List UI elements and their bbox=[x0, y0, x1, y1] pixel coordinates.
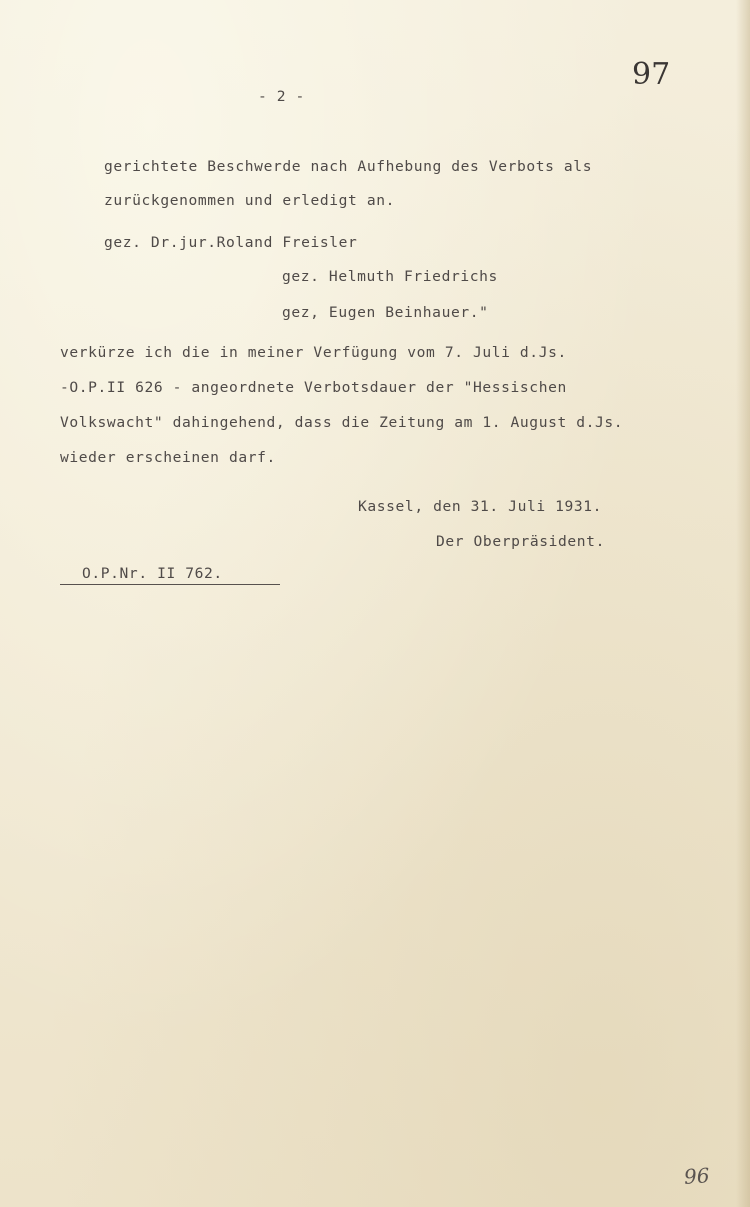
page-marker: - 2 - bbox=[258, 88, 305, 105]
decision-line-3: Volkswacht" dahingehend, dass die Zeitung am 1. August d.Js. bbox=[60, 414, 624, 431]
signature-friedrichs: gez. Helmuth Friedrichs bbox=[282, 268, 498, 285]
issuing-authority: Der Oberpräsident. bbox=[436, 533, 605, 550]
reference-number: O.P.Nr. II 762. bbox=[82, 565, 223, 582]
reference-underline bbox=[60, 584, 280, 585]
handwritten-page-number: 97 bbox=[632, 57, 671, 92]
place-date: Kassel, den 31. Juli 1931. bbox=[358, 498, 603, 515]
paper-edge-shadow bbox=[736, 0, 750, 1207]
decision-line-1: verkürze ich die in meiner Verfügung vom 7. Juli d.Js. bbox=[60, 344, 567, 361]
decision-line-2: -O.P.II 626 - angeordnete Verbotsdauer der "Hessischen bbox=[60, 379, 567, 396]
handwritten-archive-number: 96 bbox=[683, 1163, 711, 1189]
continuation-line-2: zurückgenommen und erledigt an. bbox=[104, 192, 395, 209]
signature-freisler: gez. Dr.jur.Roland Freisler bbox=[104, 234, 358, 251]
continuation-line-1: gerichtete Beschwerde nach Aufhebung des Verbots als bbox=[104, 158, 593, 175]
decision-line-4: wieder erscheinen darf. bbox=[60, 449, 276, 466]
signature-beinhauer: gez, Eugen Beinhauer." bbox=[282, 304, 489, 321]
